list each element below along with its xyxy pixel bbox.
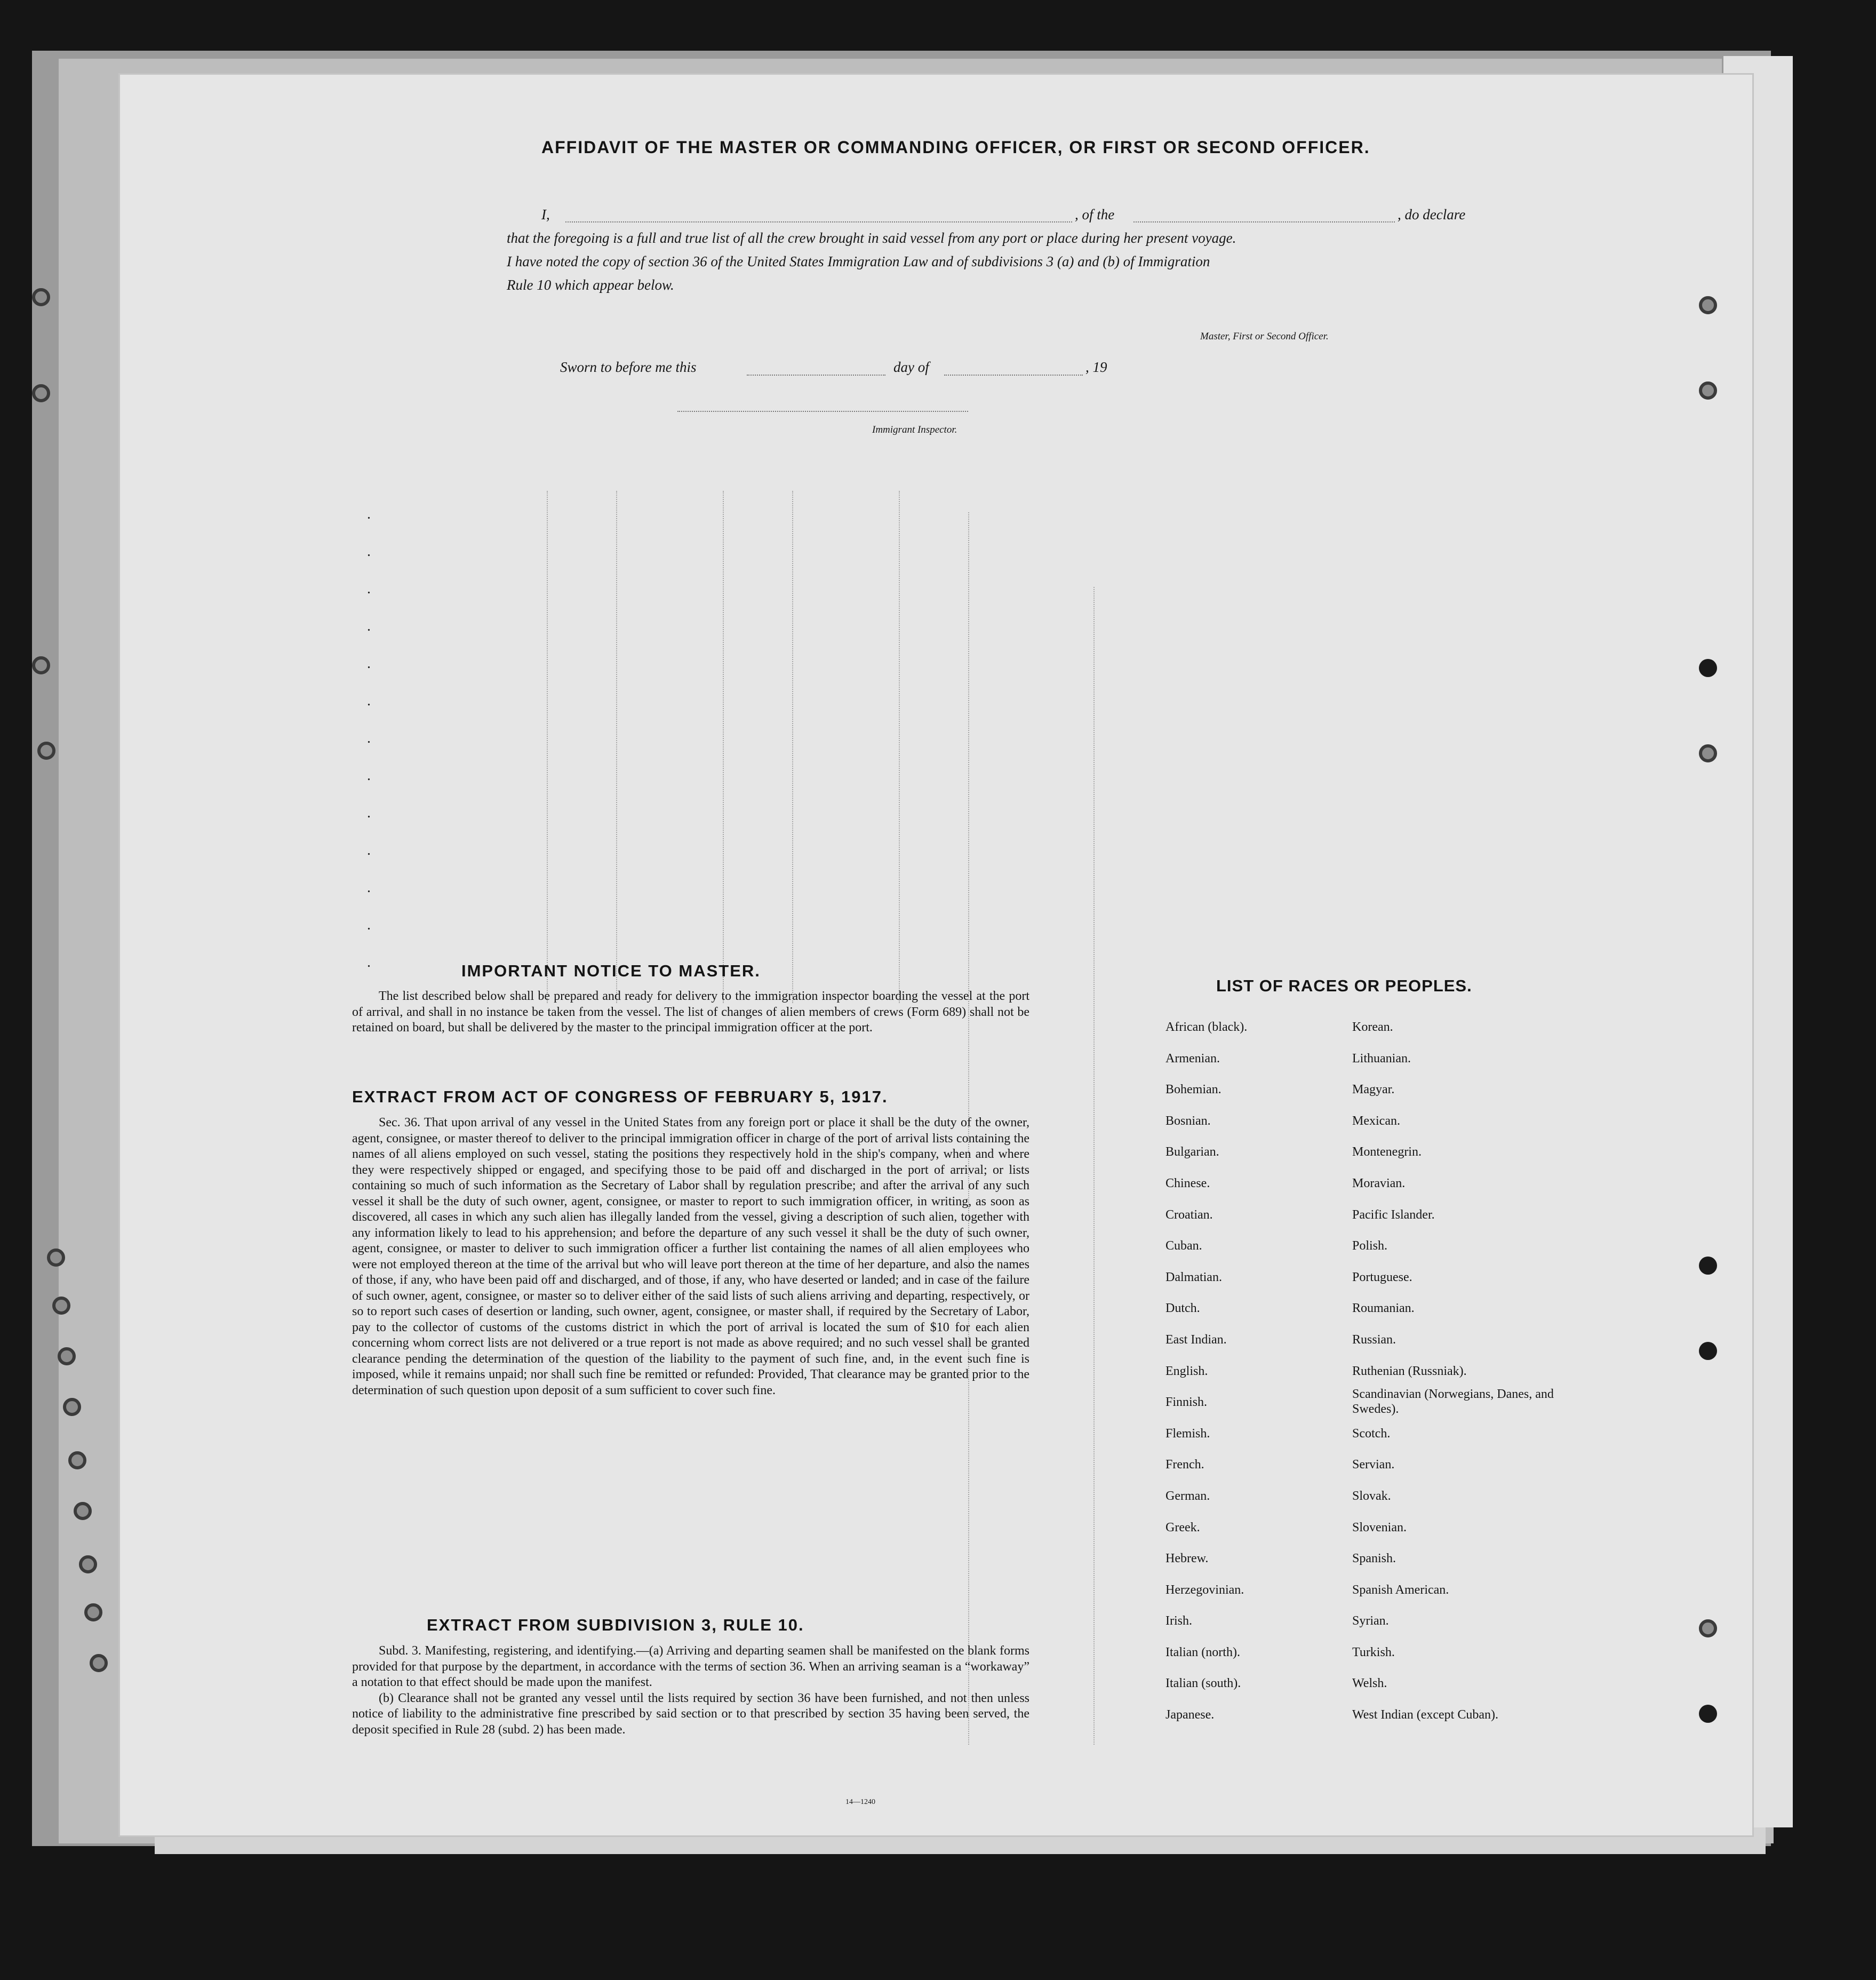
race-item: Armenian. (1165, 1051, 1220, 1065)
race-item: Servian. (1352, 1458, 1395, 1472)
race-item: Dutch. (1165, 1301, 1200, 1316)
race-item: Syrian. (1352, 1614, 1389, 1628)
race-item: French. (1165, 1458, 1204, 1472)
vessel-blank[interactable] (1133, 221, 1395, 222)
races-column-2 (1352, 1012, 1555, 1731)
column-line (792, 491, 793, 1003)
form-number: 14—1240 (845, 1798, 875, 1806)
race-item: Finnish. (1165, 1395, 1208, 1410)
race-item: Dalmatian. (1165, 1270, 1222, 1284)
race-item: West Indian (except Cuban). (1352, 1708, 1498, 1722)
race-item: Croatian. (1165, 1207, 1213, 1222)
column-line (616, 491, 617, 1003)
race-item: East Indian. (1165, 1332, 1227, 1347)
act-extract-text (352, 1115, 1029, 1398)
race-item: Bohemian. (1165, 1083, 1222, 1097)
affidavit-line-3: I have noted the copy of section 36 of the United States Immigration Law and of subdivisions 3 (a) and (b) of Immigration (507, 253, 1210, 269)
race-item: African (black). (1165, 1020, 1248, 1034)
affidavit-line-4: Rule 10 which appear below. (507, 277, 674, 293)
binding-hole (1699, 296, 1717, 314)
race-item: Slovak. (1352, 1489, 1391, 1503)
race-item: Magyar. (1352, 1083, 1395, 1097)
row-marker: . (367, 805, 371, 821)
race-item: English. (1165, 1364, 1208, 1378)
binding-hole (37, 742, 55, 760)
row-marker: . (367, 730, 371, 746)
row-marker: . (367, 506, 371, 522)
race-item: Herzegovinian. (1165, 1583, 1244, 1597)
race-item: Flemish. (1165, 1426, 1210, 1441)
column-line (899, 491, 900, 1003)
row-marker: . (367, 543, 371, 560)
row-marker: . (367, 581, 371, 597)
binding-hole (58, 1347, 76, 1365)
race-item: Lithuanian. (1352, 1051, 1411, 1065)
race-item: Russian. (1352, 1332, 1396, 1347)
sworn-month-blank[interactable] (944, 375, 1083, 376)
binding-hole (1699, 1342, 1717, 1360)
row-marker: . (367, 917, 371, 933)
row-marker: . (367, 954, 371, 971)
race-item: Portuguese. (1352, 1270, 1412, 1284)
binding-hole (1699, 1619, 1717, 1637)
race-item: Turkish. (1352, 1645, 1395, 1659)
binding-hole (47, 1249, 65, 1267)
affidavit-line-2: that the foregoing is a full and true list of all the crew brought in said vessel from any port or place during her present voyage. (507, 230, 1236, 246)
year-label: , 19 (1085, 359, 1107, 375)
binding-hole (1699, 1257, 1717, 1275)
race-item: Korean. (1352, 1020, 1393, 1034)
race-item: Chinese. (1165, 1176, 1210, 1190)
race-item: Spanish American. (1352, 1583, 1449, 1597)
binding-hole (32, 384, 50, 402)
race-item: Hebrew. (1165, 1552, 1209, 1566)
race-item: Italian (south). (1165, 1676, 1241, 1691)
races-column-1 (1165, 1012, 1336, 1731)
row-marker: . (367, 693, 371, 709)
row-marker: . (367, 655, 371, 672)
binding-hole (52, 1297, 70, 1315)
row-marker: . (367, 618, 371, 634)
name-blank[interactable] (565, 221, 1072, 222)
binding-hole (1699, 744, 1717, 762)
race-item: Mexican. (1352, 1114, 1400, 1128)
race-item: Montenegrin. (1352, 1145, 1422, 1159)
race-item: Roumanian. (1352, 1301, 1415, 1316)
act-extract-paragraph: Sec. 36. That upon arrival of any vessel in the United States from any foreign port or place it shall be the duty of the owner, agent, consignee, or master thereof to deliver to the principal immigration officer in charge of the port of arrival lists containing the names of all aliens employed on such vessel, stating the positions they respectively hold in the ship's company, when and where they were respectively shipped or engaged, and specifying those to be paid off and discharged in the port of arrival; or lists containing so much of such information as the Secretary of Labor shall by regulation prescribe; and after the arrival of any such vessel it shall be the duty of such owner, agent, consignee, or master to report to such immigration officer, in writing, as soon as discovered, all cases in which any such alien has illegally landed from the vessel, giving a description of such alien, together with any information likely to lead to his apprehension; and before the departure of any such vessel it shall be the duty of such owner, agent, consignee, or master to deliver to such immigration officer a further list containing the names of all alien employees who were not employed thereon at the time of the arrival but who will leave port thereon at the time of her departure, and also the names of those, if any, who have been paid off and discharged, and of those, if any, who have deserted or landed; and in case of the failure of such owner, agent, consignee, or master so to deliver either of the said lists of such aliens arriving and departing, respectively, or so to report such cases of desertion or landing, such owner, agent, consignee, or master shall, if required by the Secretary of Labor, pay to the collector of customs of the customs district in which the port of arrival is located the sum of $10 for each alien concerning whom correct lists are not delivered or a true report is not made as above required; and no such vessel shall be granted clearance pending the determination of the question of the liability to the payment of such fine, and, in the event such fine is imposed, while it remains unpaid; nor shall such fine be remitted or refunded: Provided, That clearance may be granted prior to the determination of such question upon deposit of a sum sufficient to cover such fine. (352, 1116, 1029, 1397)
notice-text (352, 989, 1029, 1036)
column-line (723, 491, 724, 1003)
race-item: Italian (north). (1165, 1645, 1240, 1659)
race-item: Greek. (1165, 1520, 1200, 1534)
sworn-label: Sworn to before me this (560, 359, 697, 375)
race-item: Ruthenian (Russniak). (1352, 1364, 1467, 1378)
notice-paragraph: The list described below shall be prepared and ready for delivery to the immigration inspector boarding the vessel at the port of arrival, and shall in no instance be taken from the vessel. The list of changes of alien members of crews (Form 689) shall not be retained on board, but shall be delivered by the master to the principal immigration officer at the port. (352, 989, 1029, 1035)
race-item: Scotch. (1352, 1426, 1391, 1441)
race-item: Moravian. (1352, 1176, 1406, 1190)
race-item: Bulgarian. (1165, 1145, 1219, 1159)
binding-hole (84, 1603, 102, 1621)
row-marker: . (367, 879, 371, 896)
races-title: LIST OF RACES OR PEOPLES. (1216, 976, 1472, 995)
row-marker: . (367, 767, 371, 784)
binding-hole (32, 656, 50, 674)
row-marker: . (367, 842, 371, 858)
inspector-caption: Immigrant Inspector. (872, 424, 957, 435)
affidavit-of-the-label: , of the (1075, 206, 1115, 222)
inspector-signature-blank[interactable] (677, 411, 968, 412)
binding-hole (1699, 1705, 1717, 1723)
binding-hole (74, 1502, 92, 1520)
race-item: Scandinavian (Norwegians, Danes, and Swedes). (1352, 1387, 1554, 1417)
binding-hole (68, 1451, 86, 1469)
rule-extract-text (352, 1643, 1029, 1738)
binding-hole (1699, 659, 1717, 677)
affidavit-title: AFFIDAVIT OF THE MASTER OR COMMANDING OFFICER, OR FIRST OR SECOND OFFICER. (541, 138, 1370, 157)
act-extract-title: EXTRACT FROM ACT OF CONGRESS OF FEBRUARY 5, 1917. (352, 1087, 888, 1106)
race-item: Spanish. (1352, 1552, 1396, 1566)
race-item: Slovenian. (1352, 1520, 1407, 1534)
binding-hole (63, 1398, 81, 1416)
binding-hole (1699, 381, 1717, 400)
race-item: Welsh. (1352, 1676, 1387, 1691)
race-item: Bosnian. (1165, 1114, 1211, 1128)
rule-paragraph-b: (b) Clearance shall not be granted any vessel until the lists required by section 36 have been furnished, and not then unless notice of liability to the administrative fine prescribed by said section or to that prescribed by section 35 having been served, the deposit specified in Rule 28 (subd. 2) has been made. (352, 1691, 1029, 1737)
binding-hole (79, 1555, 97, 1573)
master-signature-caption: Master, First or Second Officer. (1200, 331, 1329, 342)
binding-hole (90, 1654, 108, 1672)
race-item: Polish. (1352, 1239, 1388, 1253)
affidavit-i-label: I, (541, 206, 550, 222)
affidavit-do-declare-label: , do declare (1398, 206, 1466, 222)
notice-title: IMPORTANT NOTICE TO MASTER. (461, 961, 761, 980)
sworn-day-blank[interactable] (747, 375, 885, 376)
race-item: German. (1165, 1489, 1210, 1503)
column-line (547, 491, 548, 1003)
column-line (1093, 587, 1095, 1745)
day-of-label: day of (893, 359, 929, 375)
race-item: Pacific Islander. (1352, 1207, 1435, 1222)
rule-extract-title: EXTRACT FROM SUBDIVISION 3, RULE 10. (427, 1616, 804, 1634)
race-item: Irish. (1165, 1614, 1192, 1628)
race-item: Cuban. (1165, 1239, 1202, 1253)
document-page (120, 75, 1752, 1835)
binding-hole (32, 288, 50, 306)
race-item: Japanese. (1165, 1708, 1215, 1722)
rule-paragraph-a: Subd. 3. Manifesting, registering, and identifying.—(a) Arriving and departing seamen shall be manifested on the blank forms provided for that purpose by the department, in accordance with the terms of section 36. When an arriving seaman is a “workaway” a notation to that effect should be made upon the manifest. (352, 1644, 1029, 1689)
